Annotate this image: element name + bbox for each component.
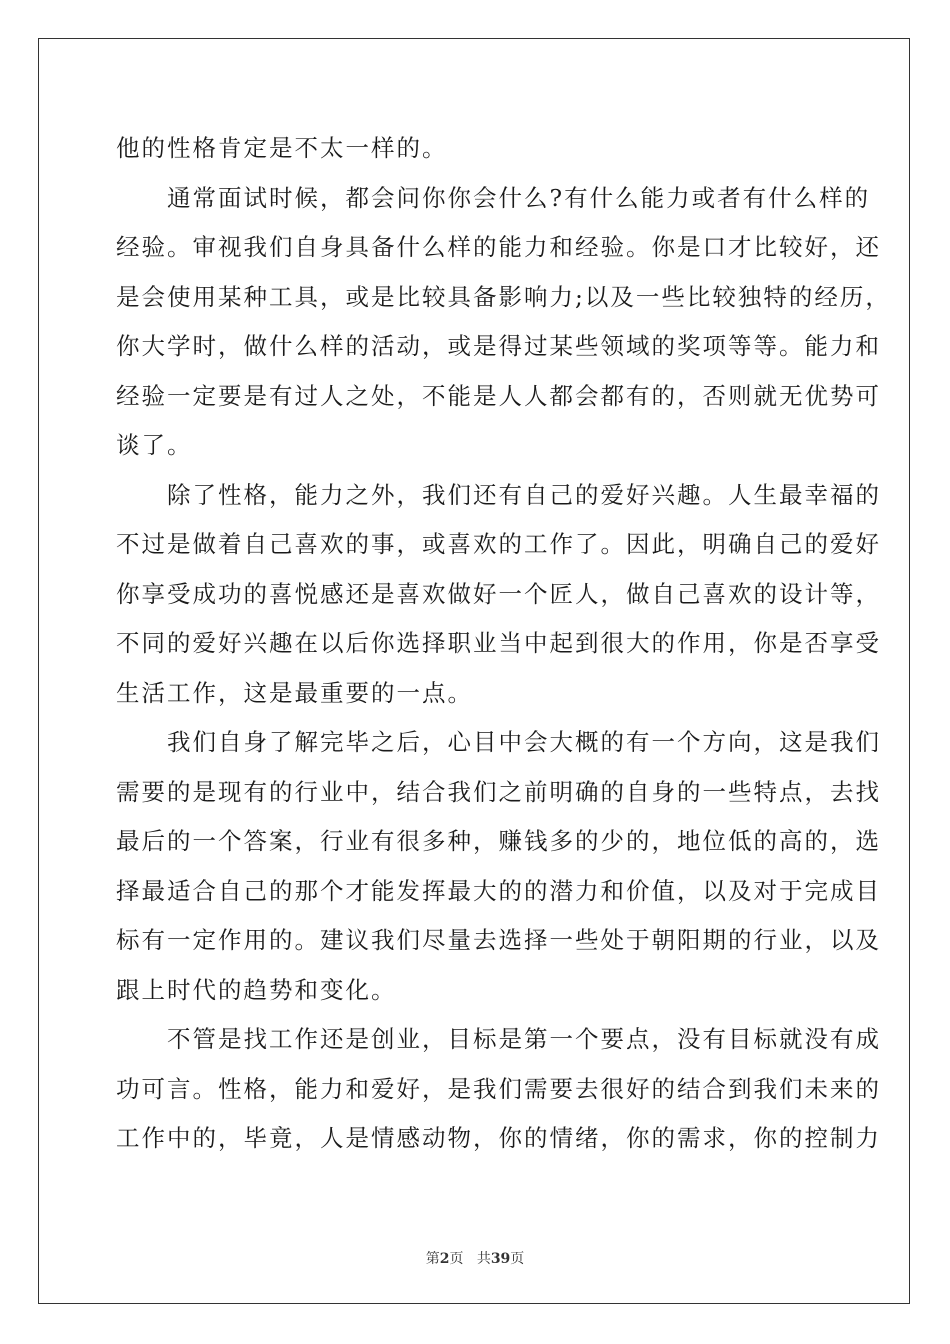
text-line: 通常面试时候，都会问你你会什么?有什么能力或者有什么样的 bbox=[116, 183, 871, 212]
paragraph bbox=[116, 471, 881, 719]
text-line: 最后的一个答案，行业有很多种，赚钱多的少的，地位低的高的，选 bbox=[116, 827, 881, 855]
text-line: 标有一定作用的。建议我们尽量去选择一些处于朝阳期的行业，以及 bbox=[116, 926, 881, 954]
text-line: 不过是做着自己喜欢的事，或喜欢的工作了。因此，明确自己的爱好 bbox=[116, 530, 881, 558]
text-line: 除了性格，能力之外，我们还有自己的爱好兴趣。人生最幸福的 bbox=[116, 480, 881, 509]
total-prefix: 共 bbox=[476, 1251, 491, 1267]
text-line: 他的性格肯定是不太一样的。 bbox=[116, 134, 448, 162]
paragraph bbox=[116, 718, 881, 1015]
text-line: 我们自身了解完毕之后，心目中会大概的有一个方向，这是我们 bbox=[116, 728, 881, 756]
total-suffix: 页 bbox=[510, 1251, 525, 1267]
document-body bbox=[116, 124, 891, 1164]
paragraph bbox=[116, 1015, 881, 1164]
text-line: 你大学时，做什么样的活动，或是得过某些领域的奖项等等。能力和 bbox=[116, 332, 881, 360]
text-line: 是会使用某种工具，或是比较具备影响力;以及一些比较独特的经历， bbox=[116, 282, 891, 311]
page-number: 2 bbox=[439, 1251, 450, 1267]
text-line: 工作中的，毕竟，人是情感动物，你的情绪，你的需求，你的控制力 bbox=[116, 1124, 881, 1152]
text-line: 经验。审视我们自身具备什么样的能力和经验。你是口才比较好，还 bbox=[116, 233, 881, 261]
page-suffix: 页 bbox=[449, 1251, 464, 1267]
page-prefix: 第 bbox=[425, 1251, 440, 1267]
text-line: 择最适合自己的那个才能发挥最大的的潜力和价值，以及对于完成目 bbox=[116, 876, 881, 905]
text-line: 生活工作，这是最重要的一点。 bbox=[116, 678, 473, 707]
text-line: 经验一定要是有过人之处，不能是人人都会都有的，否则就无优势可 bbox=[116, 381, 881, 410]
paragraph bbox=[116, 174, 891, 471]
paragraph bbox=[116, 124, 836, 174]
text-line: 跟上时代的趋势和变化。 bbox=[116, 975, 397, 1004]
text-line: 不管是找工作还是创业，目标是第一个要点，没有目标就没有成 bbox=[116, 1025, 881, 1053]
text-line: 需要的是现有的行业中，结合我们之前明确的自身的一些特点，去找 bbox=[116, 777, 881, 806]
text-line: 功可言。性格，能力和爱好，是我们需要去很好的结合到我们未来的 bbox=[116, 1074, 881, 1103]
total-pages: 39 bbox=[490, 1251, 511, 1267]
text-line: 你享受成功的喜悦感还是喜欢做好一个匠人，做自己喜欢的设计等， bbox=[116, 579, 881, 608]
text-line: 不同的爱好兴趣在以后你选择职业当中起到很大的作用，你是否享受 bbox=[116, 629, 881, 657]
page-footer bbox=[0, 1248, 950, 1268]
text-line: 谈了。 bbox=[116, 431, 193, 459]
